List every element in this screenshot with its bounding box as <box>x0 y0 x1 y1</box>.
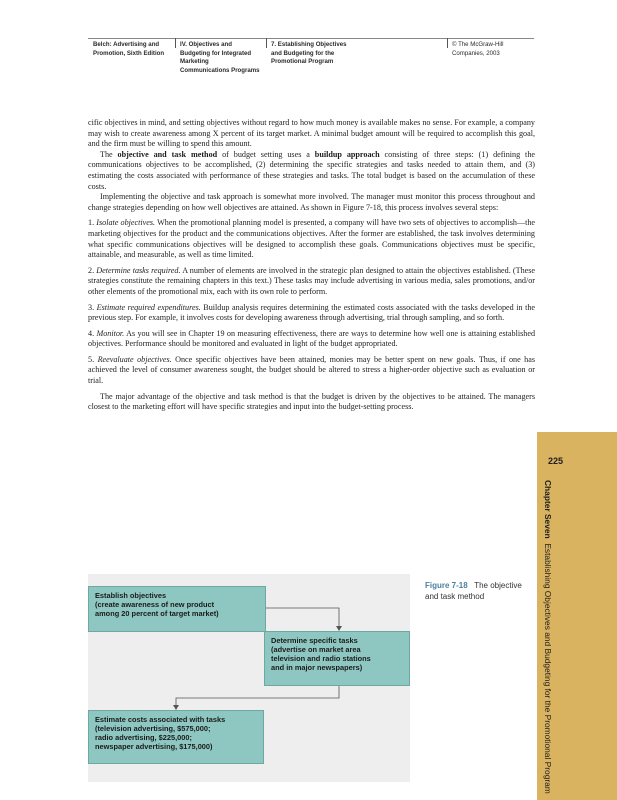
connector-line <box>176 686 339 708</box>
header-part-title: IV. Objectives and Budgeting for Integrated Marketing Communications Programs <box>180 41 260 74</box>
paragraph: cific objectives in mind, and setting objectives without regard to how much money is available makes no sense. For example, a company may wish to create awareness among X percent of its target market. A minimal budget amount will be required to accomplish this goal, and the firm must be willing to spend this amount. <box>88 118 535 149</box>
figure-label: Figure 7-18 <box>425 581 468 590</box>
key-term: objective and task method <box>117 149 218 159</box>
paragraph: The major advantage of the objective and task method is that the budget is driven by the objectives to be attained. The managers closest to the marketing effort will have specific strategies and input into the budget-setting process. <box>88 391 535 412</box>
header-book-title: Belch: Advertising and Promotion, Sixth Edition <box>93 41 165 57</box>
list-item: 5. Reevaluate objectives. Once specific objectives have been attained, monies may be better spent on new goals. Thus, if one has achieved the level of consumer awareness sought, the budget should be altered to stress a higher-order objective such as evaluation or trial. <box>88 354 536 386</box>
header-chapter-title: 7. Establishing Objectives and Budgeting for the Promotional Program <box>271 41 347 66</box>
step-box-establish-objectives: Establish objectives (create awareness of new product among 20 percent of target market) <box>88 586 266 632</box>
list-item: 1. Isolate objectives. When the promotional planning model is presented, a company will have two sets of objectives to accomplish—the marketing objectives for the product and the communications objectives. After the former are established, the task involves determining what specific communications objectives will be designed to accomplish these goals. Communications objectives must be specific, attainable, and measurable, as well as time limited. <box>88 218 536 260</box>
header-divider <box>266 38 267 48</box>
step-box-estimate-costs: Estimate costs associated with tasks (television advertising, $575,000; radio advertising, $225,000; newspaper advertising, $175,000) <box>88 710 264 764</box>
step-box-determine-tasks: Determine specific tasks (advertise on market area television and radio stations and in major newspapers) <box>264 631 410 686</box>
steps-list <box>88 218 535 386</box>
page-number: 225 <box>548 456 564 466</box>
header-rule <box>88 38 534 39</box>
body-text <box>88 118 535 413</box>
figure-caption: Figure 7-18 The objective and task method <box>425 581 522 601</box>
paragraph: Implementing the objective and task approach is somewhat more involved. The manager must monitor this process throughout and change strategies depending on how well objectives are attained. As shown in Figure 7-18, this process involves several steps: <box>88 192 535 212</box>
list-item: 2. Determine tasks required. A number of elements are involved in the strategic plan designed to attain the objectives established. (These strategies constitute the remaining chapters in this text.) These tasks may include advertising in various media, sales promotions, and/or other elements of the promotional mix, each with its own role to perform. <box>88 265 536 296</box>
running-chapter-title: Chapter Seven Establishing Objectives and Budgeting for the Promotional Program <box>543 480 553 794</box>
header-copyright: © The McGraw-Hill Companies, 2003 <box>452 41 504 57</box>
key-term: buildup approach <box>314 149 380 159</box>
flowchart <box>88 574 410 782</box>
connector-line <box>266 608 339 629</box>
header-divider <box>447 38 448 48</box>
list-item: 3. Estimate required expenditures. Buildup analysis requires determining the estimated costs associated with the tasks developed in the previous step. For example, it involves costs for developing awareness through advertising, trial through sampling, and so forth. <box>88 302 535 323</box>
list-item: 4. Monitor. As you will see in Chapter 19 on measuring effectiveness, there are ways to determine how well one is attaining established objectives. Performance should be monitored and evaluated in light of the budget appropriated. <box>88 328 536 349</box>
header-divider <box>175 38 176 48</box>
paragraph: The objective and task method of budget setting uses a buildup approach consisting of three steps: (1) defining the communications objectives to be accomplished, (2) determining the specific strategies and tasks needed to attain them, and (3) estimating the costs associated with performance of these strategies and tasks. The total budget is based on the accumulation of these costs. <box>88 149 535 191</box>
